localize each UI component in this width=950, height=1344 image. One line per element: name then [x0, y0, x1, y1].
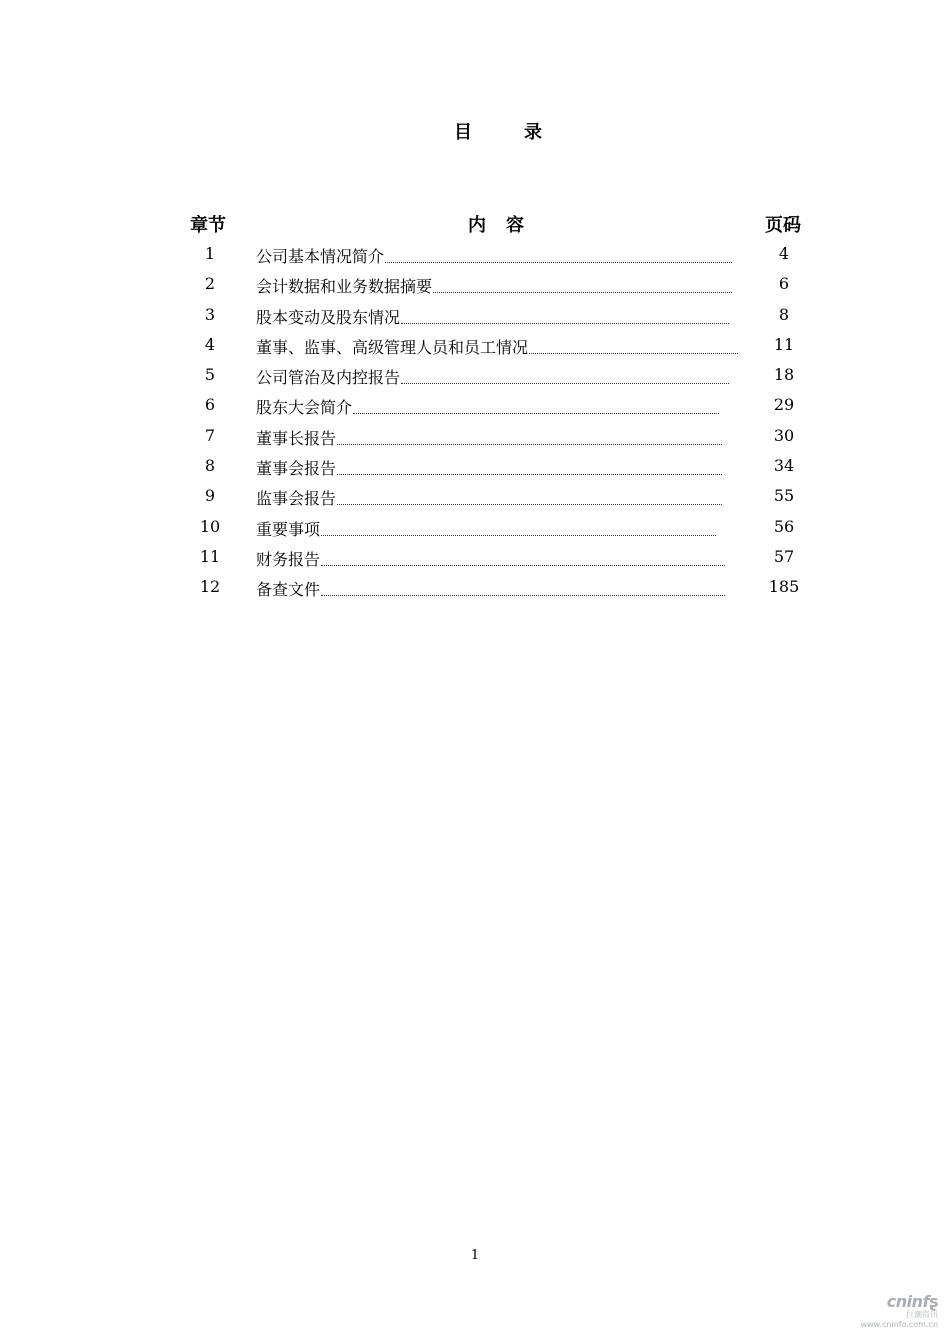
- toc-row: [0, 305, 950, 335]
- toc-row: [0, 395, 950, 425]
- page-title-part-2: 录: [524, 122, 542, 143]
- page-title-part-1: 目: [454, 122, 472, 143]
- toc-entry-label: 公司基本情况简介: [256, 247, 385, 266]
- toc-page-number: 57: [773, 546, 795, 566]
- toc-page-number: 8: [778, 304, 790, 324]
- toc-entry: [256, 335, 738, 358]
- watermark-url: www.cninfo.com.cn: [860, 1320, 938, 1329]
- toc-chapter-number: 5: [204, 365, 216, 385]
- toc-entry-label: 重要事项: [256, 519, 321, 539]
- toc-dot-leader: [321, 535, 716, 536]
- toc-chapter-number: 3: [204, 304, 216, 324]
- toc-entry: [256, 244, 732, 267]
- toc-chapter-number: 8: [204, 456, 216, 476]
- toc-row: [0, 486, 950, 516]
- toc-row: [0, 517, 950, 547]
- toc-entry-label: 股东大会简介: [256, 398, 353, 418]
- watermark-logo: cninfʂ: [886, 1292, 938, 1311]
- toc-entry-label: 董事、监事、高级管理人员和员工情况: [256, 337, 529, 357]
- watermark: [848, 1294, 938, 1330]
- toc-dot-leader: [385, 262, 732, 263]
- toc-header: [0, 211, 950, 237]
- toc-header-content-part-2: 容: [506, 215, 524, 236]
- toc-chapter-number: 4: [204, 334, 216, 354]
- toc-dot-leader: [337, 444, 722, 445]
- toc-entry: [256, 274, 732, 297]
- toc-entry: [256, 305, 729, 328]
- toc-entry: [256, 365, 729, 388]
- toc-row: [0, 547, 950, 577]
- toc-chapter-number: 10: [199, 516, 221, 536]
- toc-chapter-number: 1: [204, 244, 216, 263]
- toc-dot-leader: [321, 595, 725, 596]
- watermark-subtitle: 巨潮资讯: [906, 1310, 938, 1319]
- toc-entry: [256, 517, 716, 540]
- page-title: [0, 118, 950, 144]
- toc-dot-leader: [401, 323, 729, 324]
- toc-entry-label: 股本变动及股东情况: [256, 307, 401, 327]
- toc-entry: [256, 456, 722, 479]
- toc-chapter-number: 2: [204, 274, 216, 294]
- toc-page-number: 4: [778, 244, 790, 263]
- toc-entry-label: 会计数据和业务数据摘要: [256, 277, 433, 297]
- toc-entry-label: 董事会报告: [256, 459, 337, 479]
- toc-chapter-number: 7: [204, 425, 216, 445]
- toc-dot-leader: [401, 383, 729, 384]
- page-number: 1: [470, 1248, 480, 1263]
- toc-dot-leader: [433, 292, 732, 293]
- toc-entry-label: 监事会报告: [256, 489, 337, 509]
- toc-row: [0, 244, 950, 274]
- toc-entry-label: 公司管治及内控报告: [256, 368, 401, 388]
- toc-dot-leader: [529, 353, 738, 354]
- toc-entry: [256, 395, 719, 418]
- toc-page-number: 18: [773, 365, 795, 385]
- toc-chapter-number: 12: [199, 577, 221, 597]
- toc-page-number: 6: [778, 274, 790, 294]
- toc-page-number: 29: [773, 395, 795, 415]
- toc-entry-label: 财务报告: [256, 549, 321, 569]
- toc-dot-leader: [353, 413, 719, 414]
- toc-page-number: 34: [773, 456, 795, 476]
- toc-entry: [256, 486, 722, 509]
- toc-page-number: 11: [773, 334, 795, 354]
- toc-dot-leader: [337, 504, 722, 505]
- toc-row: [0, 577, 950, 607]
- toc-row: [0, 365, 950, 395]
- toc-chapter-number: 6: [204, 395, 216, 415]
- toc-header-content-part-1: 内: [468, 215, 486, 236]
- toc-list: [0, 244, 950, 608]
- toc-page-number: 55: [773, 486, 795, 506]
- toc-entry: [256, 426, 722, 449]
- toc-page-number: 30: [773, 425, 795, 445]
- swirl-icon: ʂ: [928, 1292, 938, 1311]
- toc-page-number: 56: [773, 516, 795, 536]
- toc-header-chapter: 章节: [190, 215, 226, 236]
- toc-chapter-number: 11: [199, 546, 221, 566]
- toc-entry: [256, 577, 725, 600]
- toc-header-page: 页码: [765, 215, 801, 236]
- toc-row: [0, 426, 950, 456]
- toc-row: [0, 335, 950, 365]
- toc-dot-leader: [321, 565, 725, 566]
- toc-entry-label: 备查文件: [256, 580, 321, 600]
- toc-row: [0, 456, 950, 486]
- toc-header-content: [468, 211, 524, 237]
- toc-page-number: 185: [768, 577, 800, 597]
- toc-entry: [256, 547, 725, 570]
- toc-entry-label: 董事长报告: [256, 428, 337, 448]
- toc-dot-leader: [337, 474, 722, 475]
- toc-row: [0, 274, 950, 304]
- toc-chapter-number: 9: [204, 486, 216, 506]
